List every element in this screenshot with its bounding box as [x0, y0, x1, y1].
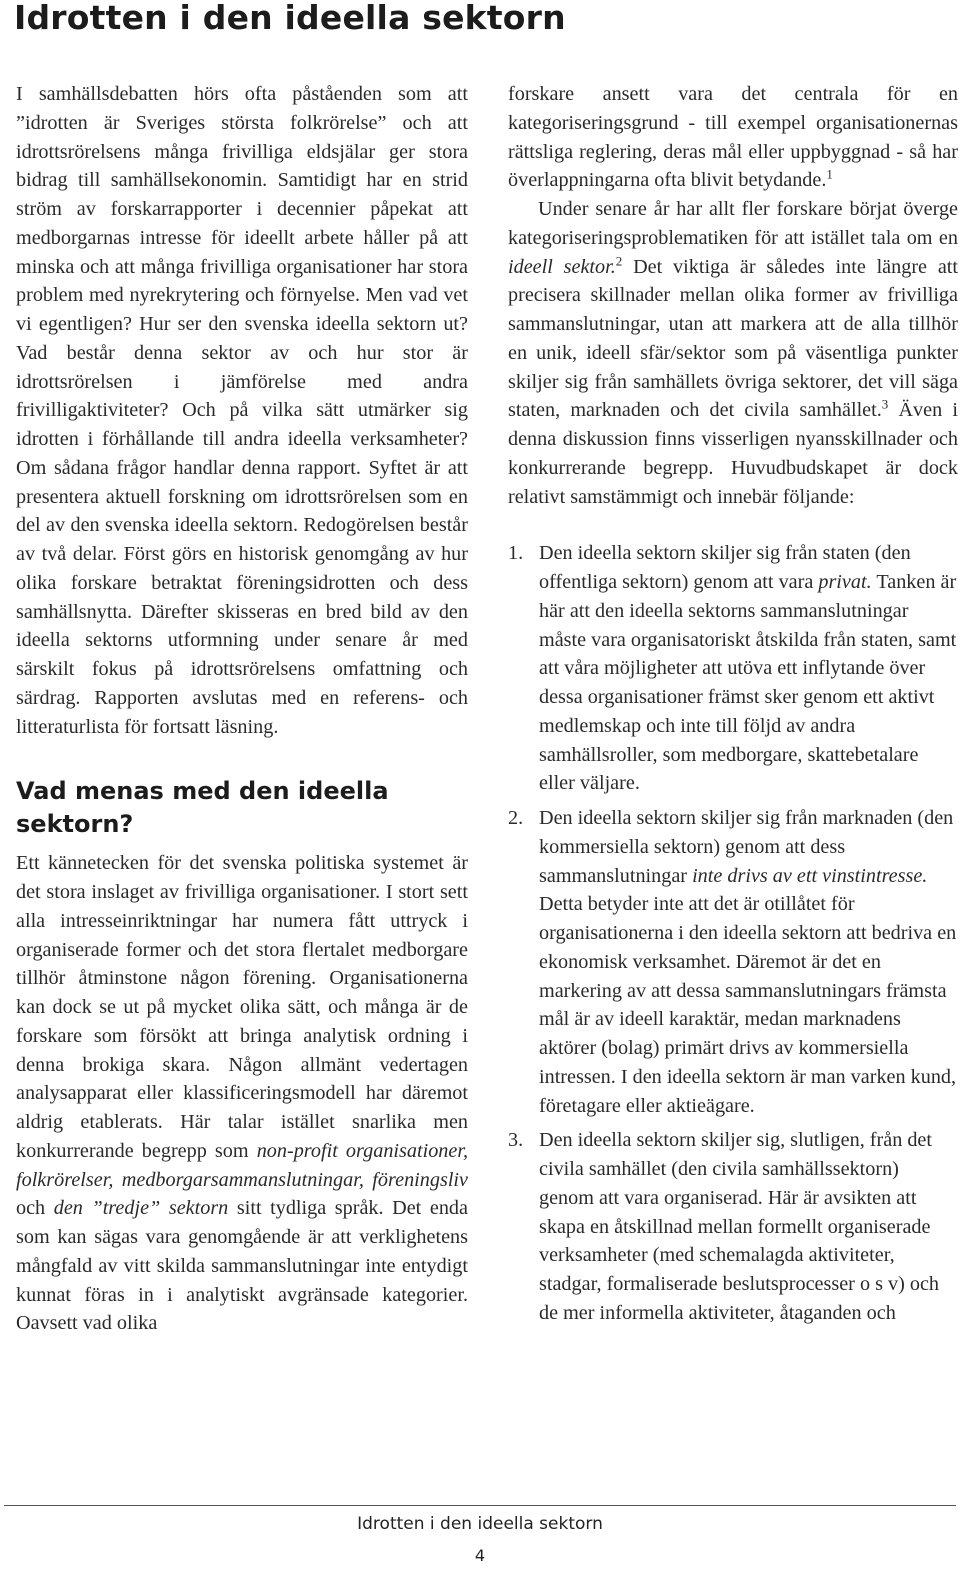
- list-text-italic: inte drivs av ett vinstintresse.: [692, 864, 928, 887]
- list-text-part: Den ideella sektorn skiljer sig från staten (den offentliga sektorn) genom att vara: [539, 542, 911, 593]
- list-text-part: Detta betyder inte att det är otillåtet för organisationerna i den ideella sektorn att bedriva en ekonomisk verksamhet. Däremot är det en markering av att dessa sammanslutningars främsta mål är av ideell karaktär, medan marknadens aktörer (bolag) primärt drivs av kommersiella intressen. I den ideella sektorn är man varken kund, företagare eller aktieägare.: [539, 893, 957, 1117]
- right-para-2-italic: ideell sektor.: [508, 255, 616, 278]
- section-lead: Ett kännetecken för det svenska politiska systemet är det stora inslaget av frivilliga organisationer.: [16, 852, 468, 903]
- right-para-2-text-2: Det viktiga är således inte längre att precisera skillnader mellan olika former av frivilliga sammanslutningar, utan att markera att de alla tillhör en unik, ideell sfär/sektor som på väsentliga punkter skiljer sig från samhällets övriga sektorer, det vill säga staten, marknaden och det civila samhället.: [508, 255, 958, 422]
- footer-divider: [4, 1505, 956, 1506]
- footnote-marker: 3: [881, 396, 889, 412]
- intro-paragraph: [16, 80, 468, 741]
- list-item: [508, 1126, 958, 1327]
- list-number: 1.: [508, 542, 524, 565]
- intro-lead: I samhällsdebatten hörs ofta påståenden som att ”idrotten är Sveriges största folkrörelse” och att idrottsrörelsens många frivilliga eldsjälar ger stora bidrag till samhällsekonomin.: [16, 83, 468, 192]
- list-item: [508, 804, 958, 1120]
- list-number: 3.: [508, 1129, 524, 1152]
- section-body-3: sitt tydliga språk. Det enda som kan sägas vara genomgående är att verklighetens mångfald av vitt skilda sammanslutningar inte entydigt kunnat föras in i analytiskt avgränsade kategorier. Oavsett vad olika: [16, 1197, 468, 1335]
- footer-title: Idrotten i den ideella sektorn: [357, 1514, 603, 1534]
- footnote-marker: 2: [615, 252, 623, 268]
- right-paragraph-2: [508, 195, 958, 511]
- right-column: [508, 80, 958, 1334]
- list-text-part: Tanken är här att den ideella sektorns sammanslutningar måste vara organisatoriskt åtskilda från staten, samt att våra möjligheter att utöva ett inflytande över dessa organisationer främst sker genom ett aktivt medlemskap och inte till följd av andra samhällsroller, som medborgare, skattebetalare eller väljare.: [539, 571, 957, 795]
- list-number: 2.: [508, 807, 524, 829]
- page-title: Idrotten i den ideella sektorn: [14, 0, 566, 37]
- left-column: [16, 80, 468, 1338]
- right-para-2-text-3: Även i denna diskussion finns visserligen nyansskillnader och konkurrerande begrepp. Huvudbudskapet är dock relativt samstämmigt och innebär följande:: [508, 399, 958, 508]
- list-item: [508, 539, 958, 798]
- section-italic-terms: non-profit organisationer, folkrörelser, medborgarsammanslutningar, föreningsliv: [16, 1139, 469, 1191]
- page-number: 4: [474, 1546, 486, 1565]
- intro-body: Samtidigt har en strid ström av forskarrapporter i decennier påpekat att medborgarnas intresse för ideellt arbete håller på att minska och att många frivilliga organisationer har stora problem med nyrekrytering och förnyelse. Men vad vet vi egentligen? Hur ser den svenska ideella sektorn ut? Vad består denna sektor av och hur stor är idrottsrörelsen i jämförelse med andra frivilligaktiviteter? Och på vilka sätt utmärker sig idrotten i förhållande till andra ideella verksamheter? Om sådana frågor handlar denna rapport. Syftet är att presentera aktuell forskning om idrottsrörelsen som en del av den svenska ideella sektorn. Redogörelsen består av två delar. Först görs en historisk genomgång av hur olika forskare betraktat föreningsidrotten och dess samhällsnytta. Därefter skisseras en bred bild av den ideella sektorns utformning under senare år med särskilt fokus på idrottsrörelsens omfattning och särdrag. Rapporten avslutas med en referens- och litteraturlista för fortsatt läsning.: [16, 169, 468, 738]
- numbered-list: [508, 539, 958, 1327]
- section-italic-third: den ”tredje” sektorn: [53, 1197, 229, 1220]
- right-para-2-text-1: Under senare år har allt fler forskare börjat överge kategoriseringsproblematiken för att istället tala om en: [508, 198, 958, 249]
- section-paragraph: [16, 849, 468, 1338]
- right-paragraph-1: [508, 80, 958, 195]
- section-body-1: I stort sett alla intresseinriktningar har numera fått uttryck i organiserade former och det stora flertalet medborgare tillhör åtminstone någon förening. Organisationerna kan dock se ut på mycket olika sätt, och många är de forskare som försökt att bringa analytisk ordning i denna brokiga skara. Någon allmänt vedertagen analysapparat eller klassificeringsmodell har däremot aldrig etablerats. Här talar istället snarlika men konkurrerande begrepp som: [16, 881, 468, 1162]
- list-text-italic: privat.: [818, 571, 872, 593]
- list-text: [539, 1126, 958, 1327]
- list-text-part: Den ideella sektorn skiljer sig från marknaden (den kommersiella sektorn) genom att dess sammanslutningar: [539, 807, 954, 887]
- right-para-1-text: forskare ansett vara det centrala för en kategoriseringsgrund - till exempel organisationernas rättsliga reglering, deras mål eller uppbyggnad - så har överlappningarna ofta blivit betydande.: [508, 83, 958, 192]
- list-text-part: Den ideella sektorn skiljer sig, slutligen, från det civila samhället (den civila samhällssektorn) genom att vara organiserad. Här är avsikten att skapa en åtskillnad mellan formellt organiserade verksamheter (med schemalagda aktiviteter, stadgar, formaliserade beslutsprocesser o s v) och de mer informella aktiviteter, åtaganden och: [539, 1129, 940, 1324]
- section-heading: Vad menas med den ideella sektorn?: [16, 777, 389, 839]
- list-text: [539, 804, 958, 1120]
- footnote-marker: 1: [826, 166, 833, 182]
- section-body-2: och: [16, 1197, 54, 1220]
- list-text: [539, 539, 958, 798]
